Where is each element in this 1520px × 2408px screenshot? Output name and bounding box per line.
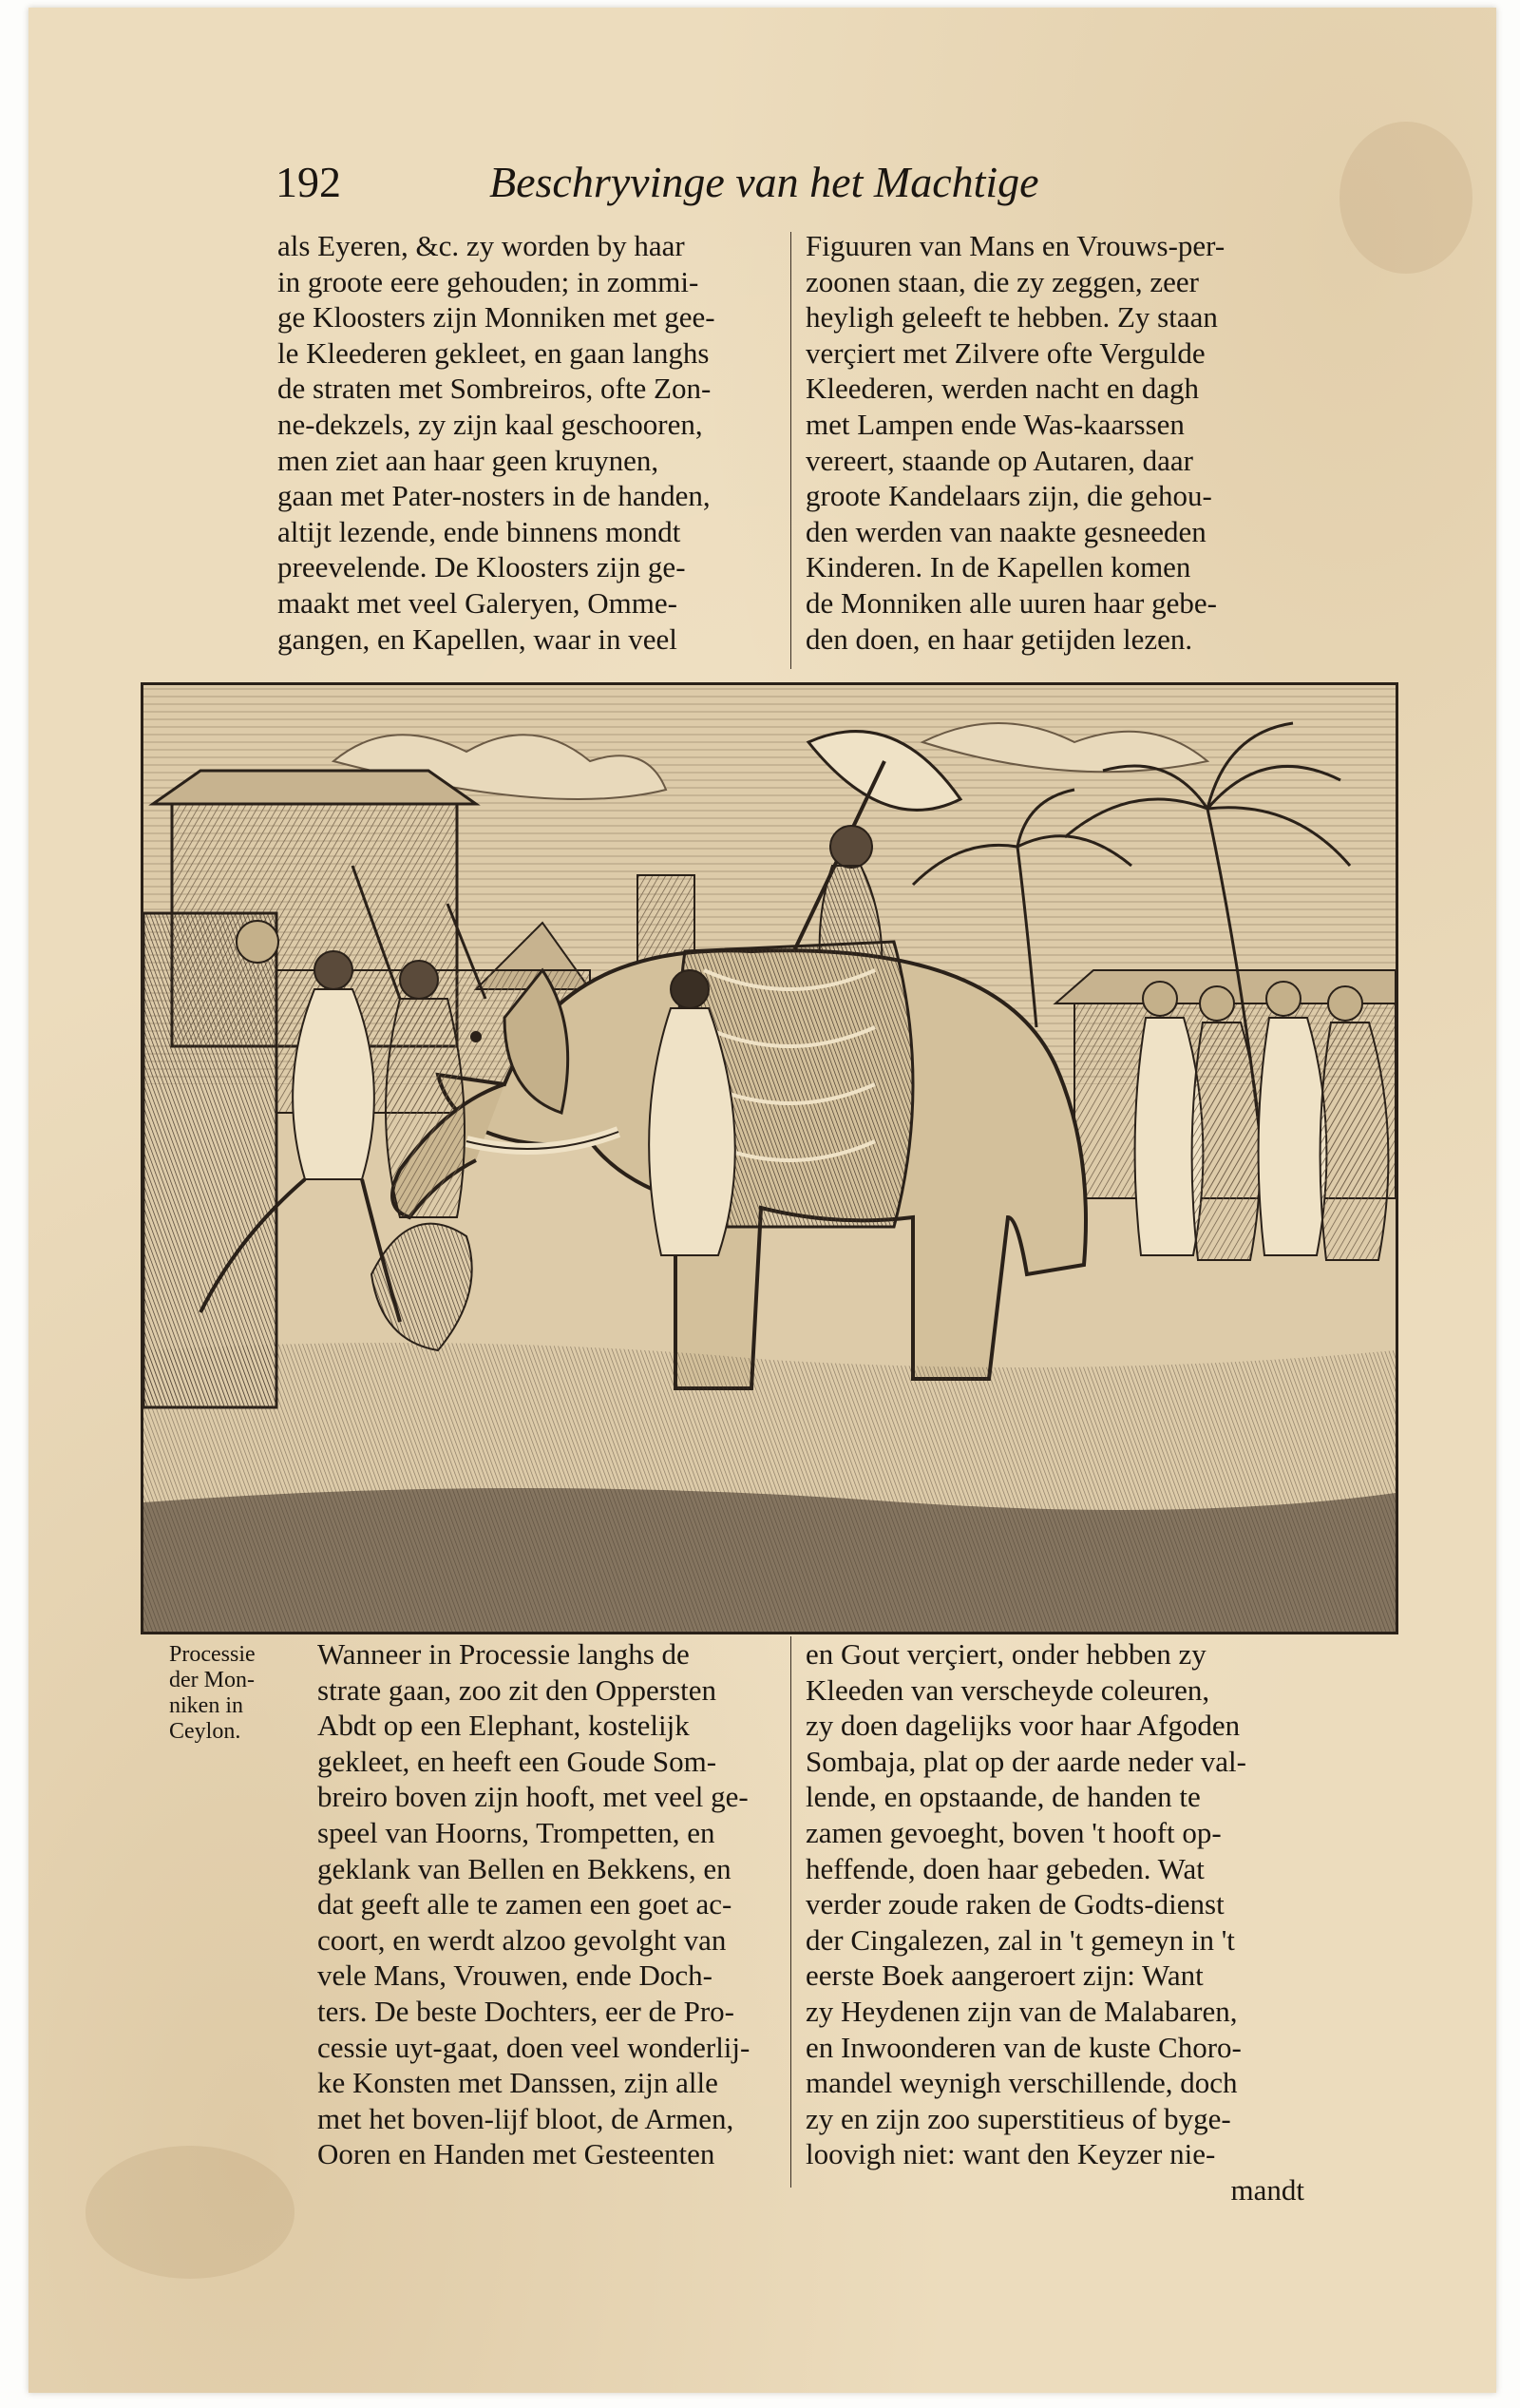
text-line: cessie uyt-gaat, doen veel wonderlij- [317,2030,750,2064]
text-line: verçiert met Zilvere ofte Vergulde [806,335,1206,370]
text-line: Abdt op een Elephant, kostelijk [317,1709,690,1743]
text-line: en Inwoonderen van de kuste Choro- [806,2030,1242,2064]
text-line: le Kleederen gekleet, en gaan langhs [277,335,710,370]
text-line: Wanneer in Processie langhs de [317,1637,690,1671]
text-line: strate gaan, zoo zit den Oppersten [317,1672,717,1707]
text-line: zy en zijn zoo superstitieus of byge- [806,2101,1231,2135]
text-line: Figuuren van Mans en Vrouws-per- [806,229,1226,262]
text-line: zamen gevoeght, boven 't hooft op- [806,1815,1222,1849]
text-line: geklank van Bellen en Bekkens, en [317,1851,732,1885]
page-number: 192 [276,158,341,206]
text-line: en Gout verçiert, onder hebben zy [806,1637,1206,1671]
text-line: Kinderen. In de Kapellen komen [806,550,1191,584]
text-line: de Monniken alle uuren haar gebe- [806,585,1217,620]
column-bottom-right [806,1636,1304,2208]
text-line: preevelende. De Kloosters zijn ge- [277,550,686,584]
text-line: altijt lezende, ende binnens mondt [277,514,681,548]
text-line: vele Mans, Vrouwen, ende Doch- [317,1959,712,1993]
text-line: met Lampen ende Was-kaarssen [806,407,1185,441]
text-line: met het boven-lijf bloot, de Armen, [317,2101,734,2135]
engraving-drawing [143,685,1396,1632]
text-line: Ooren en Handen met Gesteenten [317,2137,715,2171]
paper-stain [86,2146,294,2279]
text-line: speel van Hoorns, Trompetten, en [317,1815,715,1849]
column-bottom-left [317,1636,788,2172]
text-line: mandt [1230,2172,1304,2207]
running-title: Beschryvinge van het Machtige [489,158,1039,206]
text-line: zy Heydenen zijn van de Malabaren, [806,1994,1238,2028]
text-line: gaan met Pater-nosters in de handen, [277,479,711,513]
text-line: gekleet, en heeft een Goude Som- [317,1744,717,1778]
margin-note-line: Processie [169,1642,256,1667]
engraving-elephant-procession [141,682,1398,1634]
margin-note [169,1642,264,1745]
text-line: den werden van naakte gesneeden [806,514,1206,548]
text-line: als Eyeren, &c. zy worden by haar [277,229,685,262]
text-line: gangen, en Kapellen, waar in veel [277,621,677,656]
text-line: der Cingalezen, zal in 't gemeyn in 't [806,1922,1235,1957]
margin-note-line: niken in [169,1693,243,1718]
text-line: verder zoude raken de Godts-dienst [806,1887,1225,1921]
text-line: heyligh geleeft te hebben. Zy staan [806,300,1218,334]
text-line: den doen, en haar getijden lezen. [806,621,1193,656]
text-line: breiro boven zijn hooft, met veel ge- [317,1780,749,1814]
paper-stain [1340,122,1472,274]
text-line: zoonen staan, die zy zeggen, zeer [806,264,1199,298]
text-line: groote Kandelaars zijn, die gehou- [806,479,1212,513]
text-line: ne-dekzels, zy zijn kaal geschooren, [277,407,703,441]
text-line: ke Konsten met Danssen, zijn alle [317,2066,718,2100]
text-line: eerste Boek aangeroert zijn: Want [806,1959,1204,1993]
page-header [276,157,1130,223]
text-line: de straten met Sombreiros, ofte Zon- [277,372,712,406]
text-line: maakt met veel Galeryen, Omme- [277,585,677,620]
text-line: coort, en werdt alzoo gevolght van [317,1922,727,1957]
column-top-left [277,228,776,657]
text-line: men ziet aan haar geen kruynen, [277,443,659,477]
text-line: in groote eere gehouden; in zommi- [277,264,699,298]
text-line: heffende, doen haar gebeden. Wat [806,1851,1205,1885]
text-line: Kleeden van verscheyde coleuren, [806,1672,1210,1707]
margin-note-line: Ceylon. [169,1719,241,1744]
text-line: zy doen dagelijks voor haar Afgoden [806,1709,1241,1743]
text-line: ters. De beste Dochters, eer de Pro- [317,1994,734,2028]
text-line: ge Kloosters zijn Monniken met gee- [277,300,715,334]
text-line: dat geeft alle te zamen een goet ac- [317,1887,732,1921]
text-line: loovigh niet: want den Keyzer nie- [806,2137,1216,2171]
text-line: mandel weynigh verschillende, doch [806,2066,1238,2100]
text-line: Sombaja, plat op der aarde neder val- [806,1744,1246,1778]
column-divider [790,1636,791,2188]
text-line: vereert, staande op Autaren, daar [806,443,1193,477]
text-line: lende, en opstaande, de handen te [806,1780,1201,1814]
margin-note-line: der Mon- [169,1668,255,1692]
column-divider [790,232,791,669]
text-line: Kleederen, werden nacht en dagh [806,372,1199,406]
column-top-right [806,228,1304,657]
